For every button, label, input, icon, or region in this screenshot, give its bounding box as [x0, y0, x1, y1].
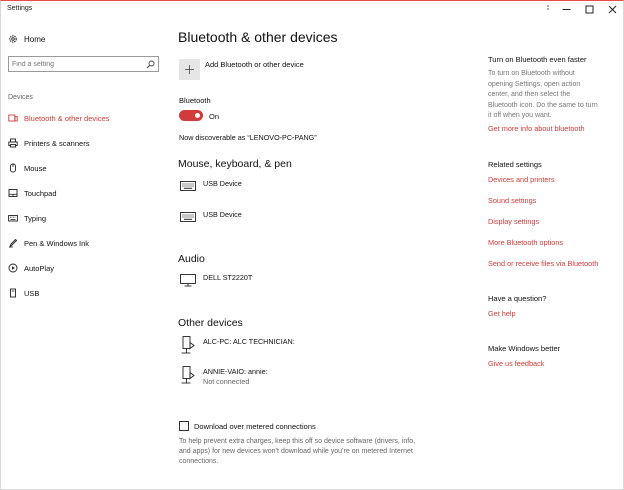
- keyboard-icon: [179, 209, 197, 225]
- mouse-icon: [8, 163, 18, 173]
- usb-icon: [8, 288, 18, 298]
- more-info-link[interactable]: Get more info about bluetooth: [488, 124, 585, 133]
- sidebar-item-bluetooth[interactable]: [1, 108, 166, 128]
- sidebar-item-typing[interactable]: [1, 208, 166, 228]
- device-name: ANNIE-VAIO: annie:: [203, 367, 268, 376]
- get-help-link[interactable]: Get help: [488, 309, 516, 318]
- maximize-icon: [585, 5, 594, 14]
- sidebar-item-label: Touchpad: [24, 188, 57, 198]
- metered-help-text: To help prevent extra charges, keep this off so device software (drivers, info, and apps) for new devices won’t download while you’re on metered Internet connections.: [179, 438, 416, 465]
- send-receive-files-link[interactable]: Send or receive files via Bluetooth: [488, 259, 599, 268]
- give-feedback-link[interactable]: Give us feedback: [488, 359, 545, 368]
- keyboard-icon: [8, 213, 18, 223]
- question-header: Have a question?: [488, 294, 547, 303]
- sidebar-item-touchpad[interactable]: [1, 183, 166, 203]
- plus-icon: [184, 64, 195, 75]
- sidebar-item-label: Bluetooth & other devices: [24, 113, 110, 123]
- sidebar-item-label: Typing: [24, 213, 47, 223]
- device-item[interactable]: [179, 272, 459, 292]
- device-name: ALC-PC: ALC TECHNICIAN:: [203, 337, 295, 346]
- device-item[interactable]: [179, 366, 459, 388]
- search-icon[interactable]: [146, 60, 155, 69]
- device-status: Not connected: [203, 377, 250, 386]
- make-windows-better-header: Make Windows better: [488, 344, 561, 353]
- search-input[interactable]: [12, 58, 140, 70]
- sidebar-item-label: AutoPlay: [24, 263, 55, 273]
- group-title-audio: Audio: [178, 253, 205, 265]
- close-button[interactable]: [600, 2, 624, 16]
- touchpad-icon: [8, 188, 18, 198]
- title-bar: [1, 1, 623, 17]
- sidebar-section-header: Devices: [8, 94, 33, 101]
- minimize-button[interactable]: [554, 2, 578, 16]
- close-icon: [608, 5, 617, 14]
- add-device-label[interactable]: Add Bluetooth or other device: [205, 60, 304, 69]
- search-field[interactable]: [8, 56, 159, 72]
- device-name: USB Device: [203, 210, 242, 219]
- monitor-icon: [179, 272, 197, 288]
- add-device-button[interactable]: [179, 59, 200, 80]
- device-name: DELL ST2220T: [203, 273, 253, 282]
- right-panel: [488, 18, 620, 488]
- group-title-input: Mouse, keyboard, & pen: [178, 158, 292, 170]
- more-bluetooth-options-link[interactable]: More Bluetooth options: [488, 238, 564, 247]
- discoverable-text: Now discoverable as “LENOVO-PC-PANG”: [179, 133, 317, 142]
- window-title: Settings: [7, 5, 33, 12]
- sidebar-item-label: Pen & Windows Ink: [24, 238, 90, 248]
- faster-header: Turn on Bluetooth even faster: [488, 55, 587, 64]
- faster-description: To turn on Bluetooth without opening Settings, open action center, and then select the Bluetooth icon. Do the same to turn it off when you want.: [488, 70, 598, 119]
- sidebar-item-usb[interactable]: [1, 283, 166, 303]
- sidebar-item-label: USB: [24, 288, 40, 298]
- pin-icon[interactable]: [541, 2, 555, 16]
- related-settings-header: Related settings: [488, 160, 542, 169]
- maximize-button[interactable]: [577, 2, 601, 16]
- devices-printers-link[interactable]: Devices and printers: [488, 175, 555, 184]
- pen-icon: [8, 238, 18, 248]
- bluetooth-label: Bluetooth: [179, 96, 211, 105]
- media-device-icon: [179, 366, 197, 384]
- media-device-icon: [179, 336, 197, 354]
- sidebar-item-home[interactable]: [1, 29, 166, 49]
- metered-checkbox-label[interactable]: Download over metered connections: [194, 422, 316, 431]
- autoplay-icon: [8, 263, 18, 273]
- minimize-icon: [562, 5, 571, 14]
- group-title-other: Other devices: [178, 317, 243, 329]
- device-item[interactable]: [179, 209, 459, 229]
- bluetooth-toggle[interactable]: [179, 110, 203, 121]
- gear-icon: [8, 34, 18, 44]
- metered-checkbox[interactable]: [179, 421, 189, 431]
- device-item[interactable]: [179, 336, 459, 358]
- main-content: [178, 18, 468, 488]
- sound-settings-link[interactable]: Sound settings: [488, 196, 537, 205]
- display-settings-link[interactable]: Display settings: [488, 217, 540, 226]
- sidebar-item-pen[interactable]: [1, 233, 166, 253]
- sidebar-item-printers[interactable]: [1, 133, 166, 153]
- device-item[interactable]: [179, 178, 459, 198]
- sidebar-item-autoplay[interactable]: [1, 258, 166, 278]
- sidebar-item-label: Mouse: [24, 163, 47, 173]
- sidebar-item-mouse[interactable]: [1, 158, 166, 178]
- sidebar-item-label: Printers & scanners: [24, 138, 90, 148]
- device-name: USB Device: [203, 179, 242, 188]
- bluetooth-devices-icon: [8, 113, 18, 123]
- page-title: Bluetooth & other devices: [178, 29, 338, 45]
- toggle-knob: [195, 113, 200, 118]
- keyboard-icon: [179, 178, 197, 194]
- printer-icon: [8, 138, 18, 148]
- sidebar: [1, 18, 166, 490]
- bluetooth-state: On: [209, 112, 220, 121]
- sidebar-item-label: Home: [24, 34, 46, 44]
